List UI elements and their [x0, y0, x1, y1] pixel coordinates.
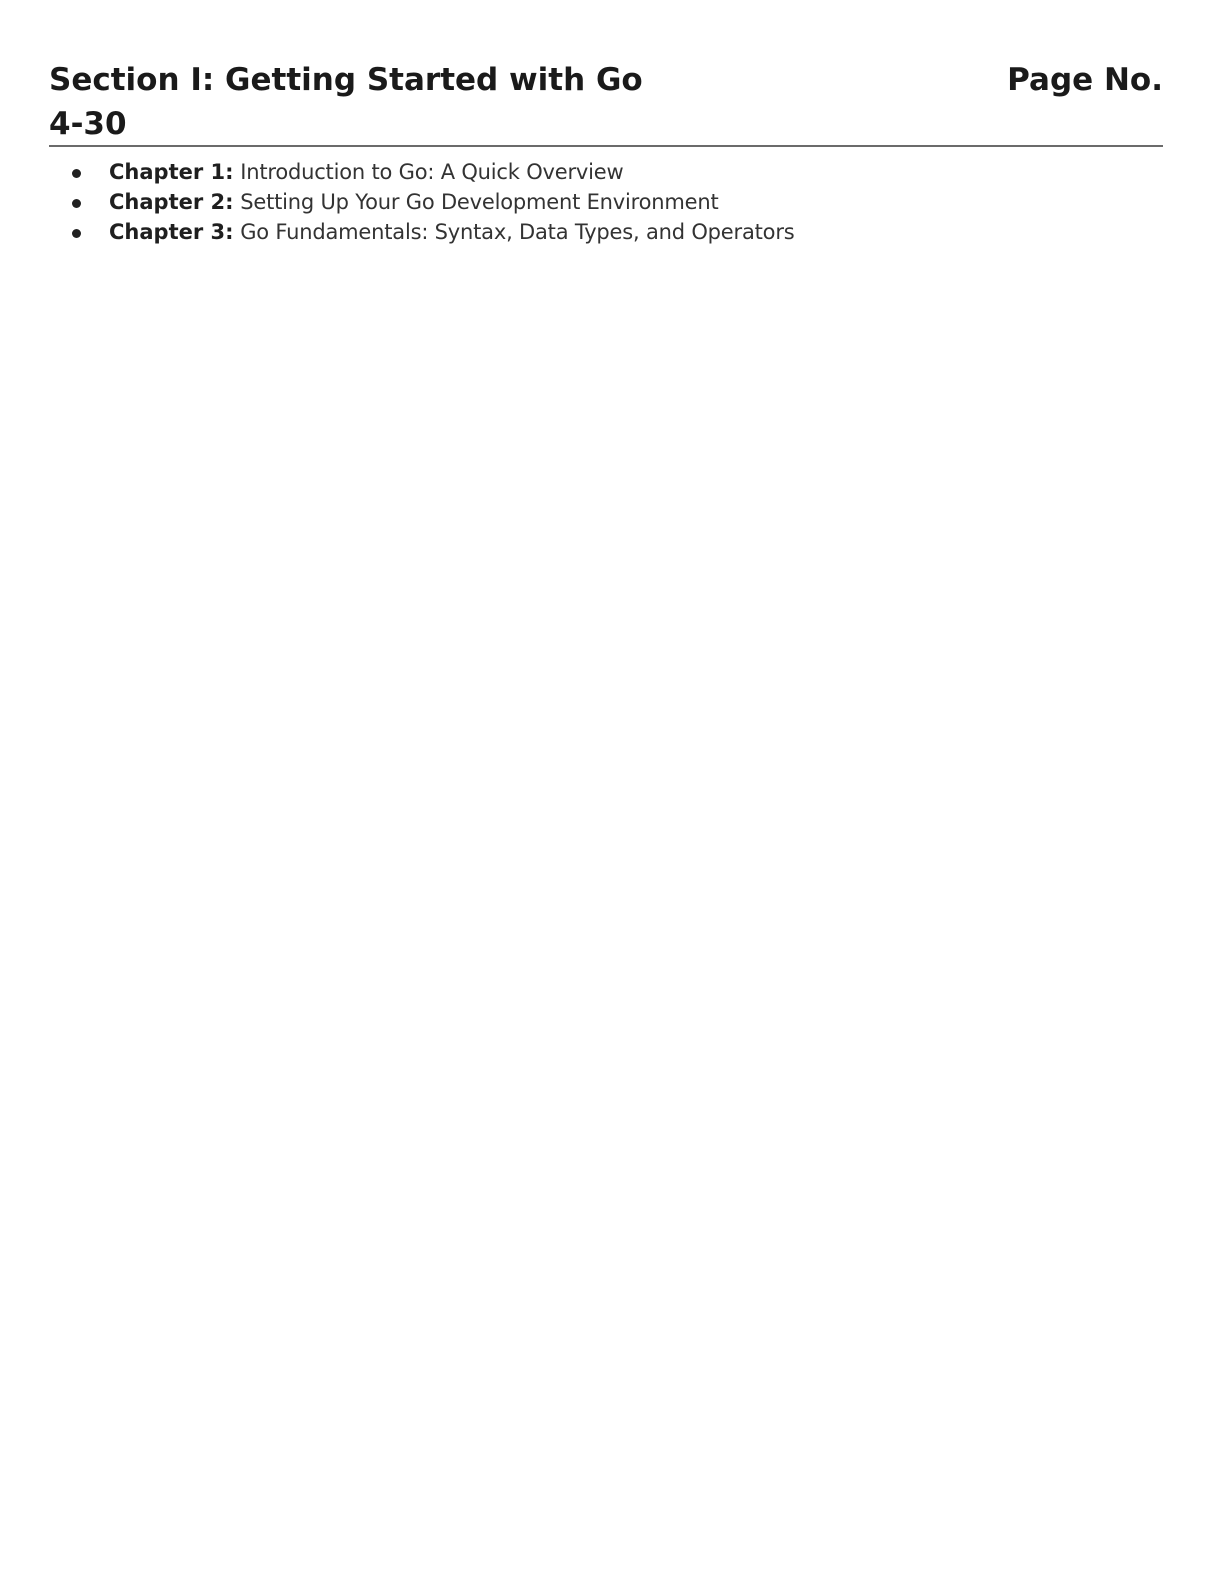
- chapter-label: Chapter 2:: [109, 190, 234, 214]
- section-heading: [49, 60, 1163, 147]
- chapter-text: [109, 217, 795, 247]
- section-heading-row: [49, 60, 1163, 104]
- chapter-label: Chapter 3:: [109, 220, 234, 244]
- chapter-item-2: [49, 187, 1149, 217]
- bullet-icon: [72, 169, 81, 178]
- page-range: 4-30: [49, 106, 127, 142]
- section-divider: [49, 145, 1163, 147]
- chapter-list: [49, 157, 1149, 247]
- chapter-label: Chapter 1:: [109, 160, 234, 184]
- bullet-icon: [72, 229, 81, 238]
- chapter-item-3: [49, 217, 1149, 247]
- chapter-title: Setting Up Your Go Development Environment: [240, 190, 719, 214]
- page-number-label: Page No.: [1007, 62, 1163, 98]
- bullet-icon: [72, 199, 81, 208]
- chapter-text: [109, 187, 719, 217]
- chapter-text: [109, 157, 623, 187]
- chapter-item-1: [49, 157, 1149, 187]
- chapter-title: Introduction to Go: A Quick Overview: [240, 160, 624, 184]
- chapter-title: Go Fundamentals: Syntax, Data Types, and Operators: [240, 220, 795, 244]
- section-title: Section I: Getting Started with Go: [49, 62, 643, 98]
